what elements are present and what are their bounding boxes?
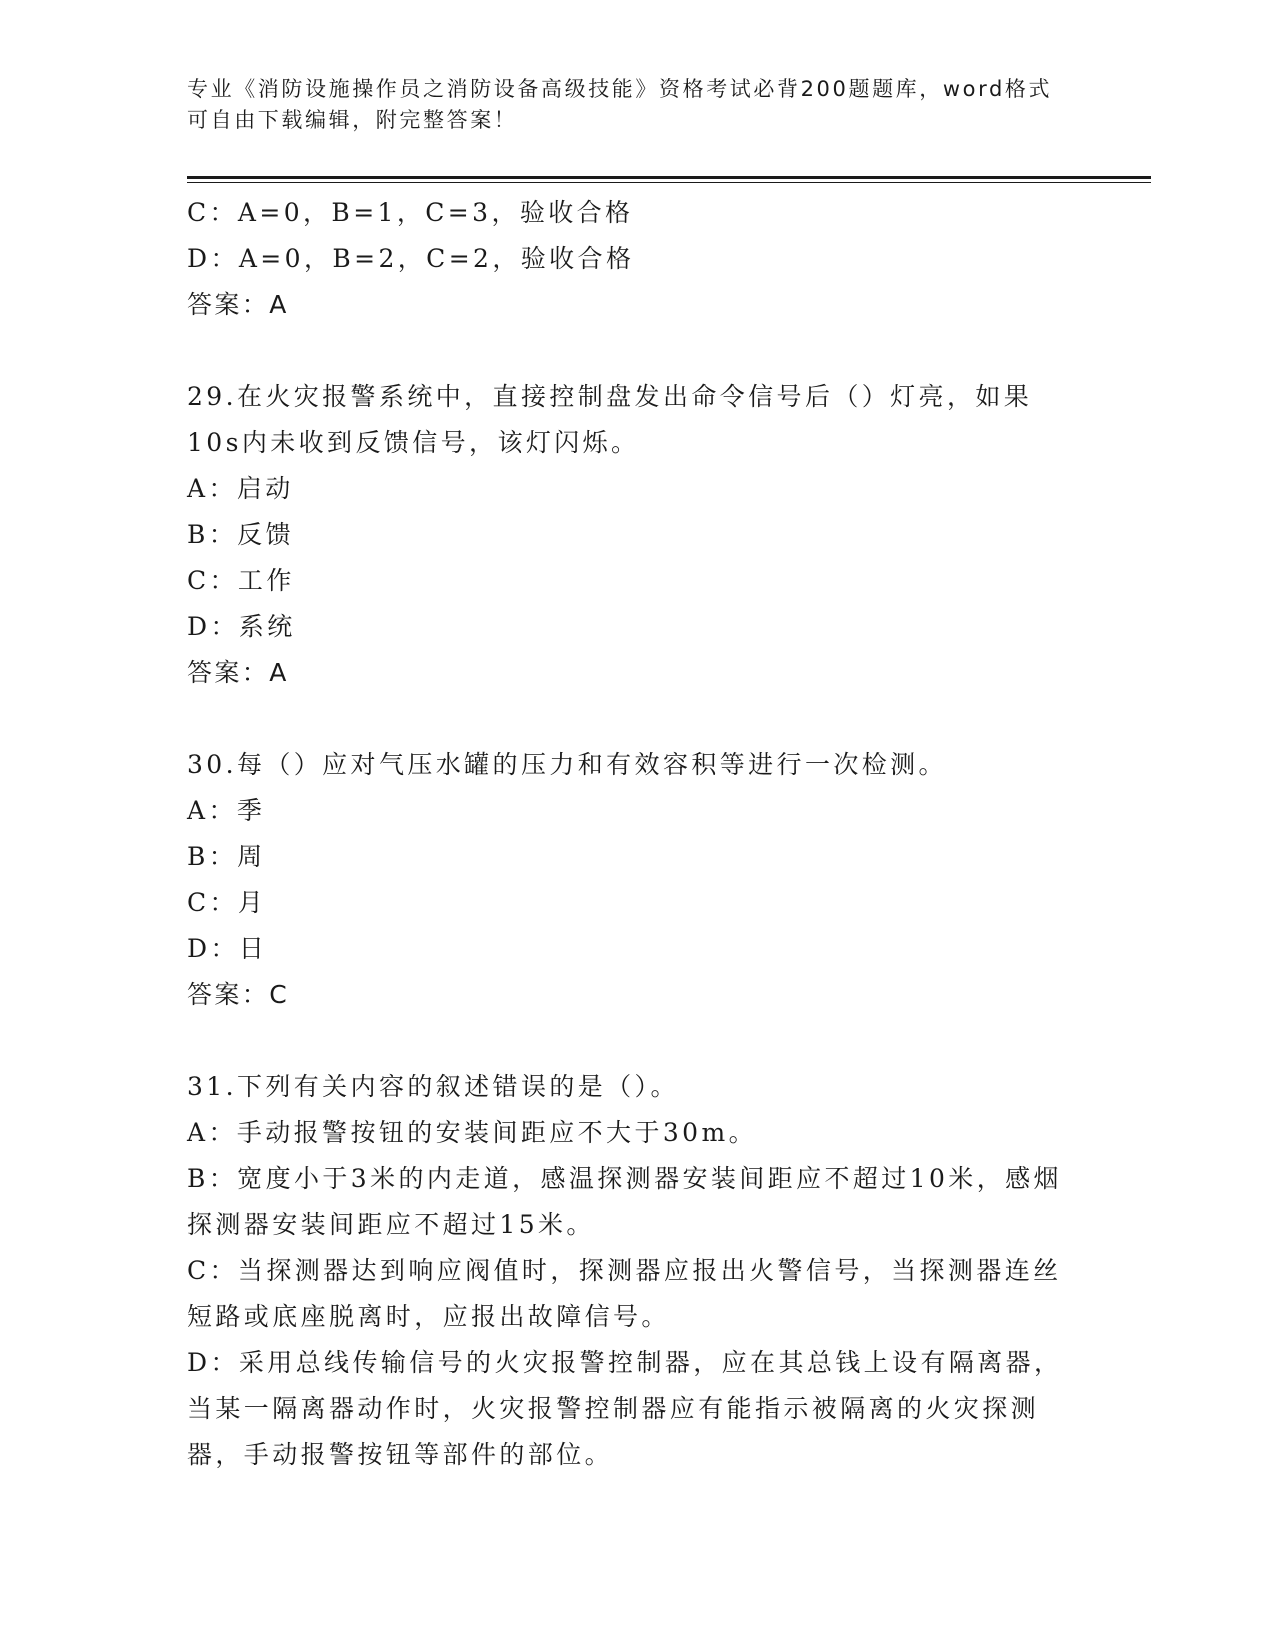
option-c: C：A=0，B=1，C=3，验收合格 — [187, 198, 634, 227]
answer-label: 答案：C — [187, 980, 290, 1009]
option-b: B：反馈 — [187, 520, 294, 549]
option-a: A：启动 — [187, 474, 294, 503]
option-a: A：季 — [187, 796, 266, 825]
answer-label: 答案：A — [187, 290, 289, 319]
question-stem: 30.每（）应对气压水罐的压力和有效容积等进行一次检测。 — [187, 750, 947, 779]
option-b: B：周 — [187, 842, 266, 871]
document-header: 专业《消防设施操作员之消防设备高级技能》资格考试必背200题题库，word格式可自由下载编辑，附完整答案！ — [187, 77, 1053, 132]
option-d: D：日 — [187, 934, 268, 963]
option-a: A：手动报警按钮的安装间距应不大于30m。 — [187, 1118, 757, 1147]
question-stem: 29.在火灾报警系统中，直接控制盘发出命令信号后（）灯亮，如果10s内未收到反馈信号，该灯闪烁。 — [187, 382, 1033, 457]
option-d: D：系统 — [187, 612, 296, 641]
option-c: C：月 — [187, 888, 267, 917]
option-c: C：工作 — [187, 566, 295, 595]
option-d: D：采用总线传输信号的火灾报警控制器，应在其总钱上设有隔离器，当某一隔离器动作时，火灾报警控制器应有能指示被隔离的火灾探测器，手动报警按钮等部件的部位。 — [187, 1348, 1063, 1469]
option-b: B：宽度小于3米的内走道，感温探测器安装间距应不超过10米，感烟探测器安装间距应不超过15米。 — [187, 1164, 1062, 1239]
spacer — [187, 1018, 1077, 1064]
question-stem: 31.下列有关内容的叙述错误的是（）。 — [187, 1072, 679, 1101]
option-d: D：A=0，B=2，C=2，验收合格 — [187, 244, 635, 273]
option-c: C：当探测器达到响应阀值时，探测器应报出火警信号，当探测器连丝短路或底座脱离时，应报出故障信号。 — [187, 1256, 1062, 1331]
header-divider-thick — [187, 176, 1151, 179]
spacer — [187, 696, 1077, 742]
header-divider-thin — [187, 182, 1151, 183]
question-list — [187, 190, 1077, 1478]
answer-label: 答案：A — [187, 658, 289, 687]
spacer — [187, 328, 1077, 374]
